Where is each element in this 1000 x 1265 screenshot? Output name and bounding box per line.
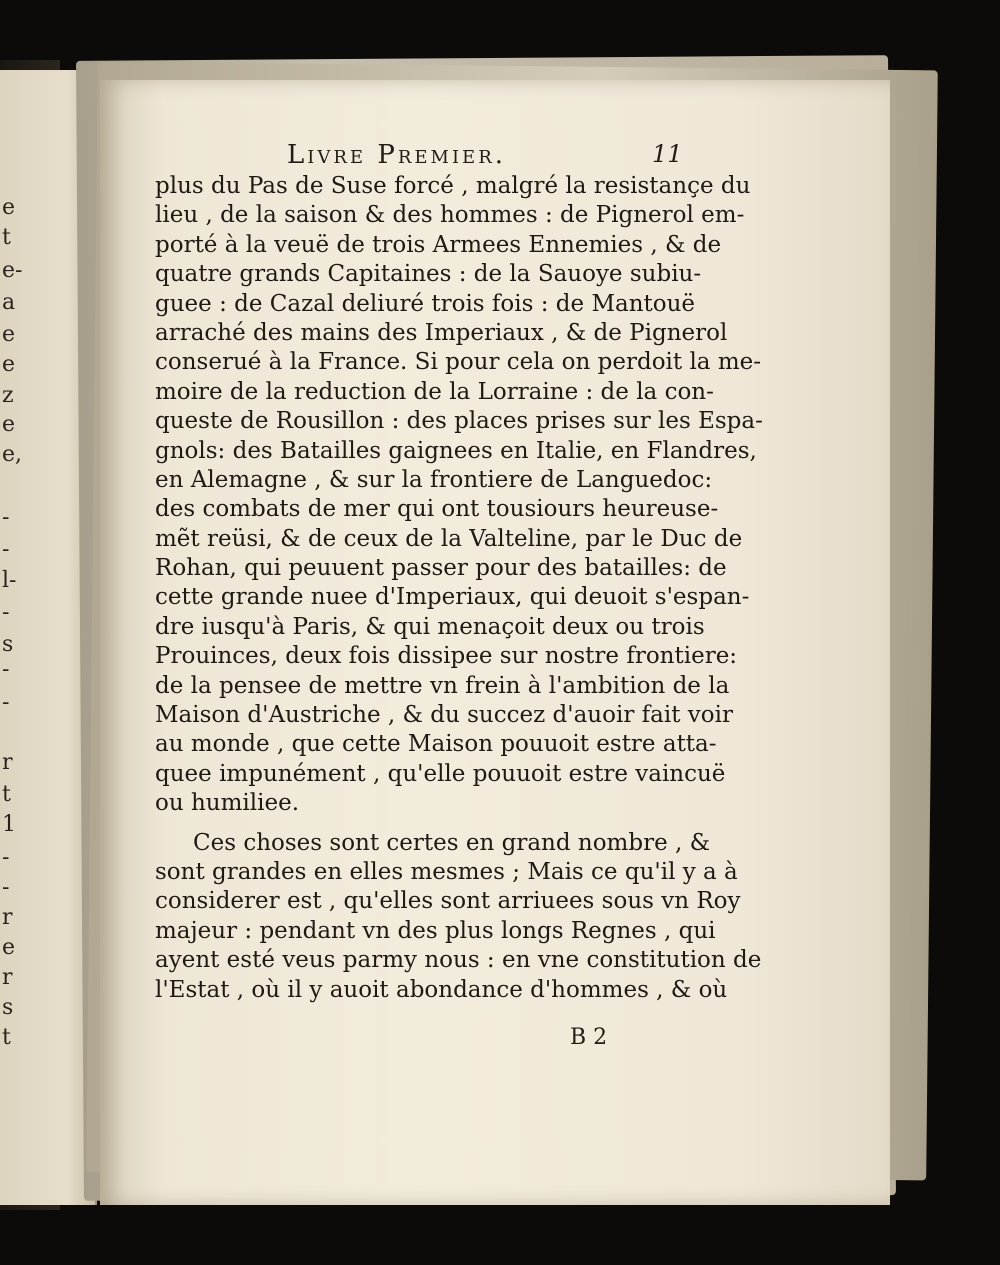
left-page-fragment: 1 [2,812,16,837]
text-line: ou humiliee. [155,790,300,817]
paragraph-2 [155,829,762,1005]
text-line: Ces choses sont certes en grand nombre , & [193,829,711,856]
left-page-fragment: - [2,505,10,530]
text-line: majeur : pendant vn des plus longs Regnes , qui [155,917,716,944]
left-page-fragment: t [2,225,11,250]
text-line: des combats de mer qui ont tousiours heureuse- [155,496,719,523]
left-page-fragment: s [2,632,14,657]
left-page-fragment: e [2,935,16,960]
text-line: gnols: des Batailles gaignees en Italie, en Flandres, [155,437,757,464]
text-line: conserué à la France. Si pour cela on perdoit la me- [155,349,762,376]
running-head: Livre Premier. [287,140,507,170]
left-page-fragment: z [2,383,14,408]
text-line: mẽt reüsi, & de ceux de la Valteline, par le Duc de [155,525,743,552]
left-page-fragment: - [2,875,10,900]
text-line: dre iusqu'à Paris, & qui menaçoit deux ou trois [155,613,705,640]
text-line: Maison d'Austriche , & du succez d'auoir fait voir [155,702,733,729]
text-line: en Alemagne , & sur la frontiere de Languedoc: [155,466,713,493]
page-number: 11 [652,140,683,168]
text-line: moire de la reduction de la Lorraine : de la con- [155,378,714,405]
text-line: sont grandes en elles mesmes ; Mais ce qu'il y a à [155,858,738,885]
left-page-fragment: r [2,905,13,930]
left-page-fragment: - [2,657,10,682]
left-page-fragment: r [2,750,13,775]
paragraph-1 [155,172,763,819]
text-line: quee impunément , qu'elle pouuoit estre vaincuë [155,760,726,787]
left-page-fragment: r [2,965,13,990]
left-page-fragment: - [2,845,10,870]
left-page-fragment: e, [2,442,23,467]
text-line: Rohan, qui peuuent passer pour des batailles: de [155,555,727,582]
text-line: de la pensee de mettre vn frein à l'ambition de la [155,672,730,699]
text-line: considerer est , qu'elles sont arriuees sous vn Roy [155,888,741,915]
text-line: ayent esté veus parmy nous : en vne constitution de [155,947,762,974]
left-page-fragment: e [2,195,16,220]
text-line: au monde , que cette Maison pouuoit estre atta- [155,731,717,758]
left-page-fragment: - [2,537,10,562]
text-line: queste de Rousillon : des places prises sur les Espa- [155,408,763,435]
text-line: arraché des mains des Imperiaux , & de Pignerol [155,319,728,346]
left-page-fragment: a [2,290,16,315]
text-line: guee : de Cazal deliuré trois fois : de Mantouë [155,290,696,317]
text-line: cette grande nuee d'Imperiaux, qui deuoit s'espan- [155,584,750,611]
left-page-fragment: s [2,995,14,1020]
text-line: porté à la veuë de trois Armees Ennemies , & de [155,231,722,258]
signature-mark: B 2 [570,1025,608,1050]
left-page-fragment: t [2,1025,11,1050]
body-text [155,172,763,1005]
left-page-fragment: t [2,782,11,807]
left-page-fragment: l- [2,568,17,593]
text-line: l'Estat , où il y auoit abondance d'hommes , & où [155,976,728,1003]
left-page-fragment: e [2,412,16,437]
text-line: plus du Pas de Suse forcé , malgré la resistançe du [155,173,751,199]
left-page-fragment: e [2,352,16,377]
text-line: Prouinces, deux fois dissipee sur nostre frontiere: [155,643,738,670]
left-page-fragment: - [2,600,10,625]
left-page-fragment: e [2,322,16,347]
text-line: quatre grands Capitaines : de la Sauoye subiu- [155,261,702,288]
left-page-fragment: - [2,690,10,715]
left-page-fragment: e- [2,258,23,283]
text-line: lieu , de la saison & des hommes : de Pignerol em- [155,202,745,229]
